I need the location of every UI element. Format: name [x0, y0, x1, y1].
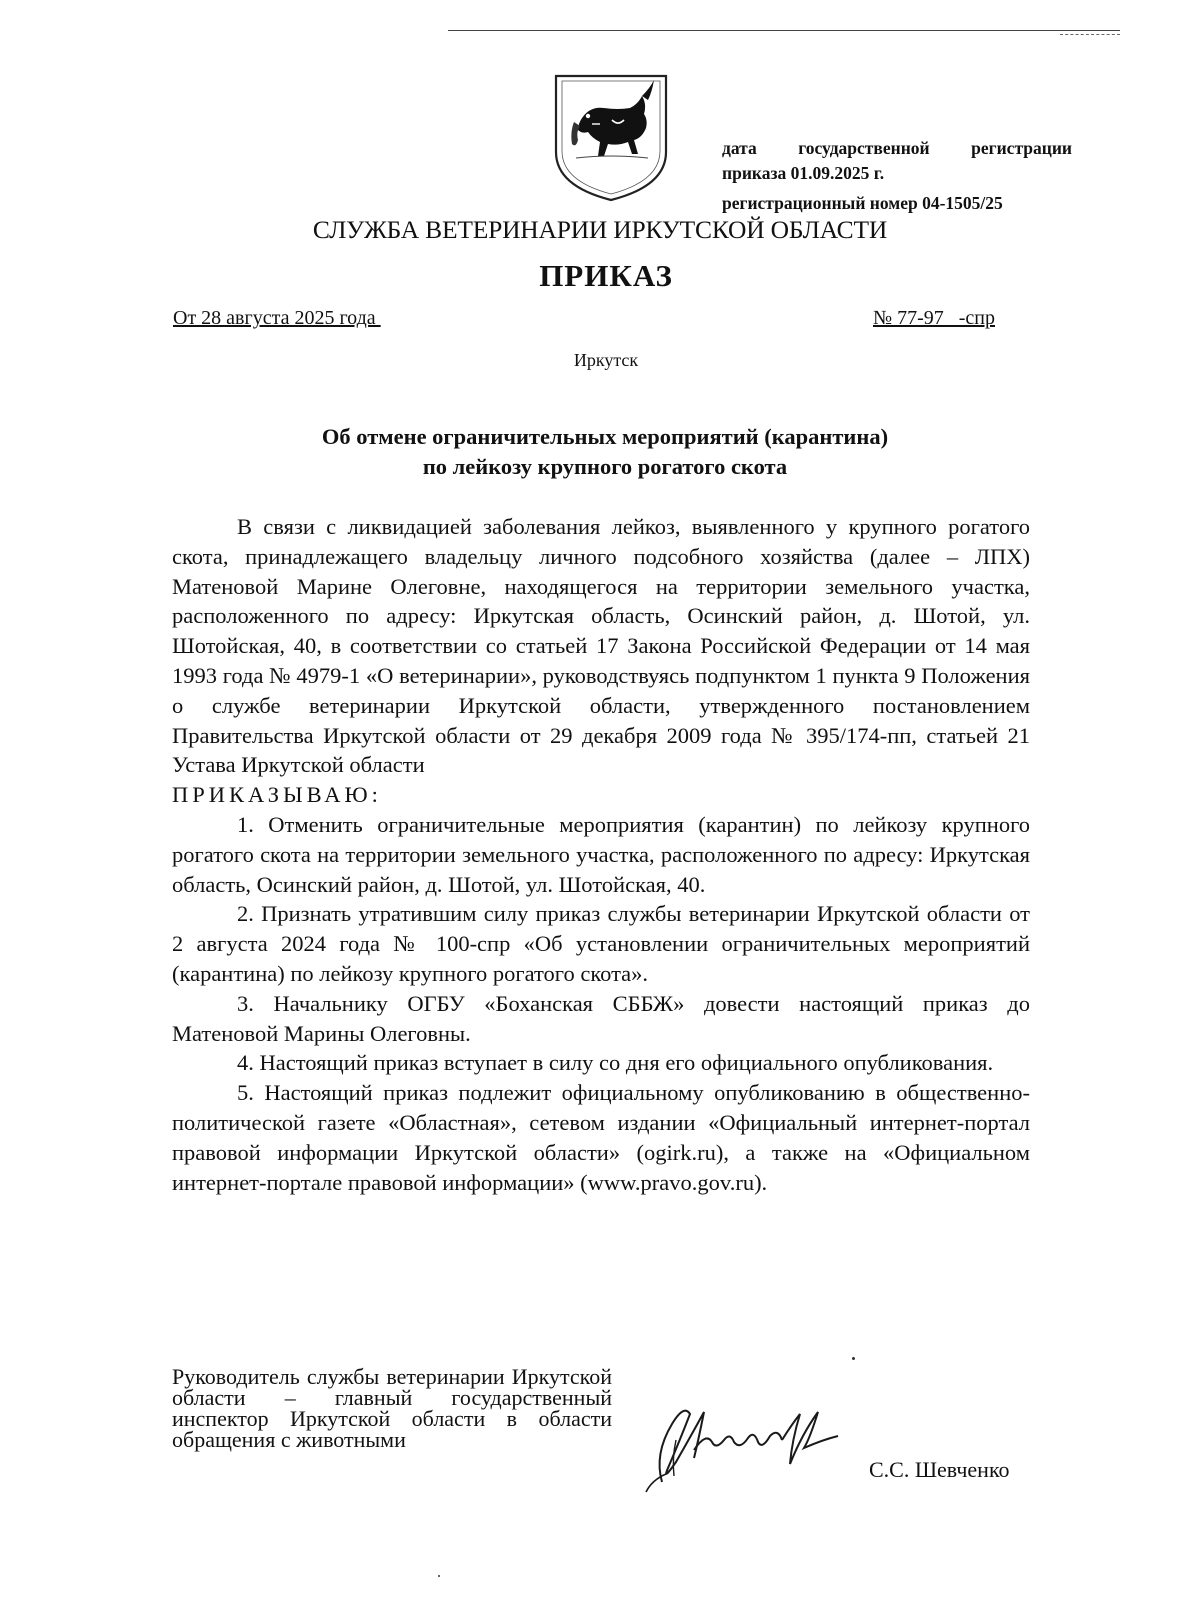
order-item: 1. Отменить ограничительные мероприятия (карантин) по лейкозу крупного рогатого скота на территории земельного участка, расположенного по адресу: Иркутская область, Осинский район, д. Шотой, ул. Шотойская, 40.	[172, 811, 1030, 897]
subject-line-2: по лейкозу крупного рогатого скота	[422, 454, 788, 479]
signer-position: Руководитель службы ветеринарии Иркутской области – главный государственный инспектор Иркутской области в области обращения с животными	[172, 1364, 612, 1452]
document-type: ПРИКАЗ	[539, 258, 673, 293]
order-subject	[170, 422, 1040, 482]
registration-word: регистрации	[971, 138, 1072, 158]
order-date: От 28 августа 2025 года	[173, 307, 381, 329]
order-item: 5. Настоящий приказ подлежит официальному опубликованию в общественно-политической газете «Областная», сетевом издании «Официальный интернет-портал правовой информации Иркутской области» (ogirk.ru), а также на «Официальном интернет-портале правовой информации» (www.pravo.gov.ru).	[172, 1080, 1030, 1195]
registration-info	[722, 136, 1072, 216]
subject-line-1: Об отмене ограничительных мероприятий (карантина)	[321, 424, 889, 449]
registration-word: дата	[722, 138, 757, 158]
signer-name: С.С. Шевченко	[869, 1457, 1010, 1482]
agency-name: СЛУЖБА ВЕТЕРИНАРИИ ИРКУТСКОЙ ОБЛАСТИ	[312, 215, 888, 244]
scan-speck	[438, 1575, 440, 1577]
scan-speck	[852, 1357, 855, 1360]
preamble-paragraph: В связи с ликвидацией заболевания лейкоз, выявленного у крупного рогатого скота, принадлежащего владельцу личного подсобного хозяйства (далее – ЛПХ) Матеновой Марине Олеговне, находящегося на территории земельного участка, расположенного по адресу: Иркутская область, Осинский район, д. Шотой, ул. Шотойская, 40, в соответствии со статьей 17 Закона Российской Федерации от 14 мая 1993 года № 4979-1 «О ветеринарии», руководствуясь подпунктом 1 пункта 9 Положения о службе ветеринарии Иркутской области, утвержденного постановлением Правительства Иркутской области от 29 декабря 2009 года № 395/174-пп, статьей 21 Устава Иркутской области	[172, 514, 1030, 778]
registration-line-1	[722, 136, 1072, 161]
order-item: 4. Настоящий приказ вступает в силу со дня его официального опубликования.	[237, 1050, 994, 1076]
order-item: 3. Начальнику ОГБУ «Боханская СББЖ» довести настоящий приказ до Матеновой Марины Олеговны.	[172, 990, 1030, 1046]
order-body	[172, 512, 1030, 1197]
decree-word: ПРИКАЗЫВАЮ:	[172, 782, 382, 808]
irkutsk-coat-of-arms-icon	[552, 74, 670, 202]
order-number: № 77-97 -спр	[873, 307, 995, 329]
scan-top-rule-dashed	[1060, 34, 1120, 35]
handwritten-signature-icon	[632, 1384, 872, 1499]
order-item: 2. Признать утратившим силу приказ службы ветеринарии Иркутской области от 2 августа 2024 года № 100-спр «Об установлении ограничительных мероприятий (карантина) по лейкозу крупного рогатого скота».	[172, 901, 1030, 986]
registration-date: приказа 01.09.2025 г.	[722, 163, 885, 183]
registration-word: государственной	[798, 138, 930, 158]
registration-number: регистрационный номер 04-1505/25	[722, 193, 1003, 213]
city: Иркутск	[573, 350, 639, 370]
scan-top-rule	[448, 30, 1120, 31]
